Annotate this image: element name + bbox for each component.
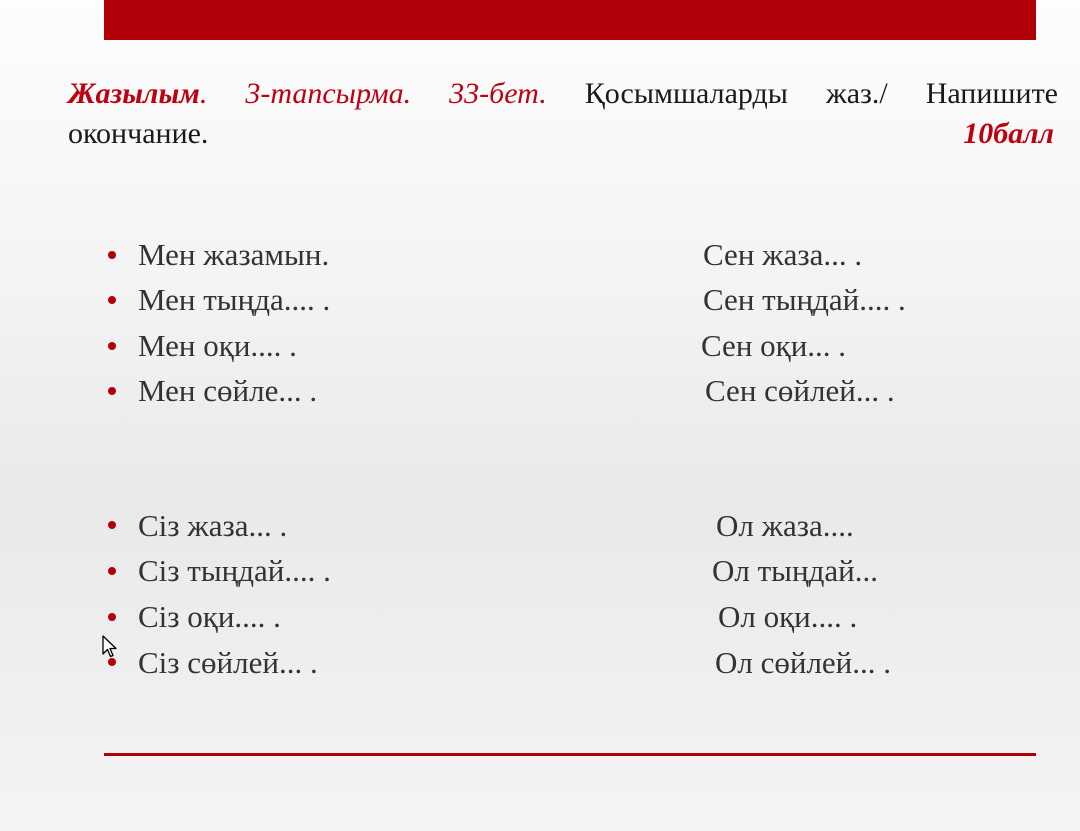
heading-skill: Жазылым (68, 77, 200, 110)
bullet (108, 251, 116, 259)
list-item: Ол тыңдай... (712, 553, 878, 588)
list-item: Ол жаза.... (716, 508, 854, 543)
list-item: Сіз жаза... . (138, 508, 288, 543)
bullet (108, 567, 116, 575)
heading-task-ref: . 3-тапсырма. 33-бет. (199, 77, 547, 110)
list-item: Сіз тыңдай.... . (138, 553, 331, 588)
list-item: Мен оқи.... . (138, 328, 297, 363)
heading-instruction: Қосымшаларды жаз./ Напишите (546, 77, 1058, 110)
bullet (108, 658, 116, 666)
heading-instruction-line2: окончание. (68, 117, 209, 150)
bottom-divider (104, 753, 1036, 756)
bullet (108, 296, 116, 304)
score-label: 10балл (963, 117, 1054, 150)
list-item: Сен оқи... . (701, 328, 847, 363)
list-item: Сіз сөйлей... . (138, 645, 318, 680)
list-item: Сіз оқи.... . (138, 599, 281, 634)
list-item: Мен жазамын. (138, 237, 330, 272)
mouse-pointer-icon (102, 635, 118, 659)
list-item: Сен сөйлей... . (705, 373, 895, 408)
bullet (108, 387, 116, 395)
bullet (108, 342, 116, 350)
list-item: Ол сөйлей... . (715, 645, 892, 680)
bullet (108, 521, 116, 529)
task-heading (68, 74, 1058, 114)
list-item: Ол оқи.... . (718, 599, 858, 634)
top-accent-bar (104, 0, 1036, 40)
bullet (108, 613, 116, 621)
list-item: Сен тыңдай.... . (703, 282, 906, 317)
list-item: Мен сөйле... . (138, 373, 318, 408)
list-item: Мен тыңда.... . (138, 282, 331, 317)
list-item: Сен жаза... . (703, 237, 863, 272)
